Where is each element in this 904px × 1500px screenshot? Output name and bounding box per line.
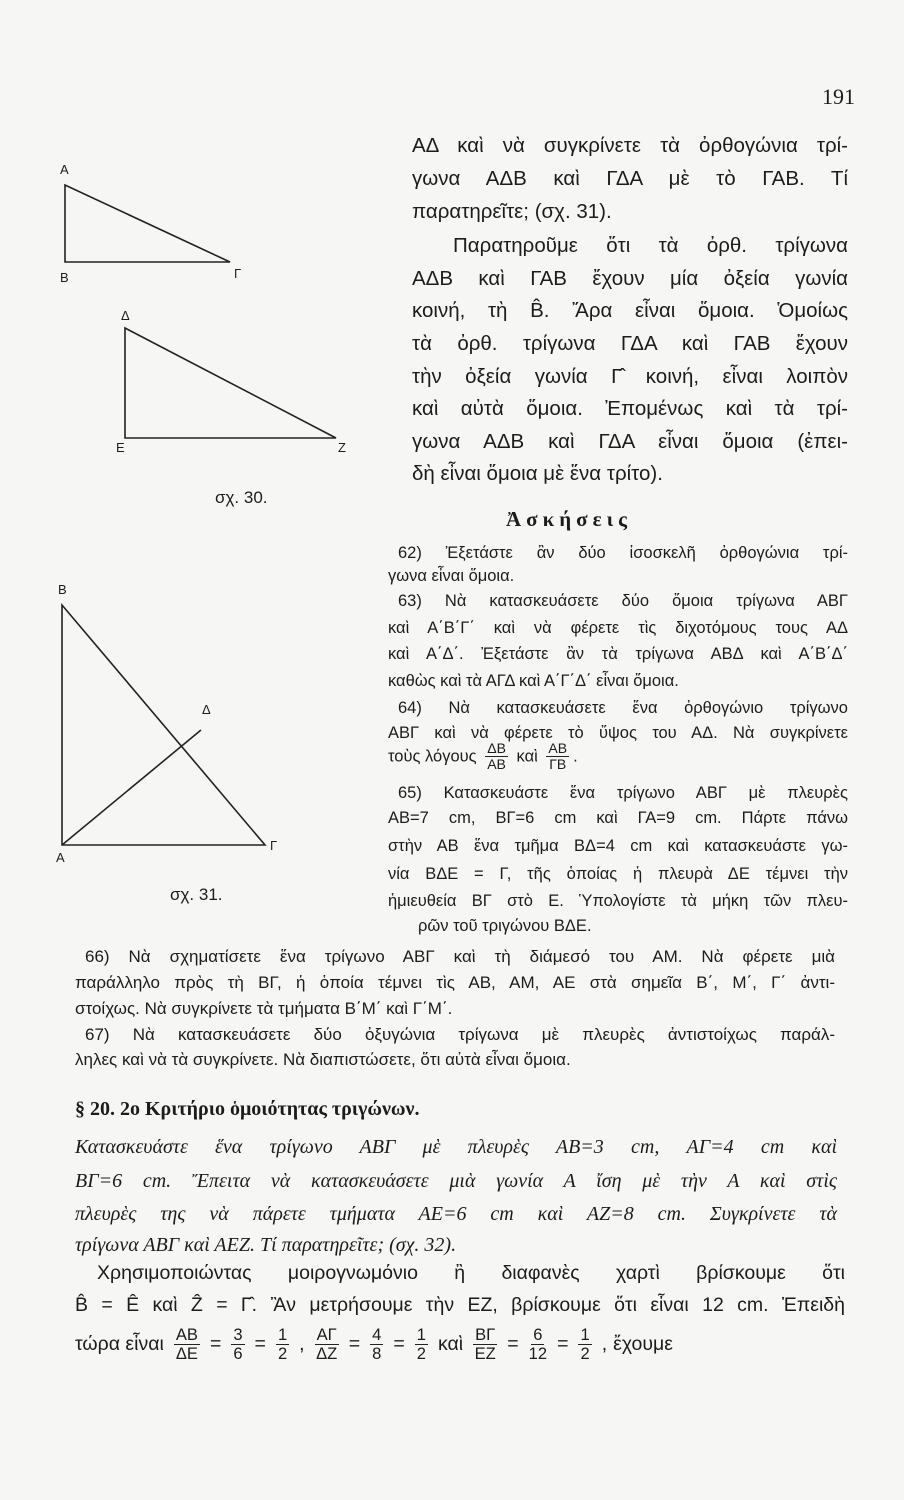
exercise-line: 64) Νὰ κατασκευάσετε ἕνα ὀρθογώνιο τρίγωνο — [398, 699, 848, 717]
fig30-label-e: E — [116, 440, 125, 455]
exercise-line: στοίχως. Νὰ συγκρίνετε τὰ τμήματα Β΄Μ΄ καὶ Γ΄Μ΄. — [75, 999, 453, 1018]
text-line: τὰ ὀρθ. τρίγωνα ΓΔΑ καὶ ΓΑΒ ἔχουν — [412, 332, 848, 355]
fraction — [231, 1326, 244, 1363]
exercise-line: 66) Νὰ σχηματίσετε ἕνα τρίγωνο ΑΒΓ καὶ τὴ διάμεσό του ΑΜ. Νὰ φέρετε μιὰ — [85, 947, 835, 966]
section-title: § 20. 2ο Κριτήριο ὁμοιότητας τριγώνων. — [75, 1098, 420, 1120]
text-line: ΑΔΒ καὶ ΓΑΒ ἔχουν μία ὀξεία γωνία — [412, 267, 848, 290]
exercise-line: νία ΒΔΕ = Γ, τῆς ὁποίας ἡ πλευρὰ ΔΕ τέμνει τὴν — [388, 865, 848, 883]
denominator: ΓΒ — [549, 756, 567, 773]
numerator: 4 — [372, 1325, 382, 1344]
text-line: παρατηρεῖτε; (σχ. 31). — [412, 200, 612, 223]
numerator: 1 — [277, 1325, 288, 1344]
denominator: ΕΖ — [474, 1344, 496, 1364]
fig30-triangle-large — [125, 328, 336, 438]
text-line: γωνα ΑΔΒ καὶ ΓΔΑ μὲ τὸ ΓΑΒ. Τί — [412, 167, 848, 190]
ratio-prefix: τοὺς λόγους — [388, 747, 477, 766]
fig30-label-g: Γ — [234, 266, 242, 281]
exercise-line: 67) Νὰ κατασκευάσετε δύο ὀξυγώνια τρίγωνα μὲ πλευρὲς ἀντιστοίχως παράλ- — [85, 1025, 835, 1044]
fraction — [315, 1326, 339, 1363]
ratio-suffix: ἔχουμε — [613, 1333, 673, 1356]
fraction — [276, 1326, 289, 1363]
denominator: 2 — [277, 1344, 288, 1364]
exercise-line: ληλες καὶ νὰ τὰ συγκρίνετε. Νὰ διαπιστώσετε, ὅτι αὐτὰ εἶναι ὅμοια. — [75, 1050, 571, 1069]
text-line: ΒΓ=6 cm. Ἔπειτα νὰ κατασκευάσετε μιὰ γωνία Α ἴση μὲ τὴν Α καὶ στὶς — [75, 1170, 837, 1192]
numerator: ΑΓ — [316, 1325, 337, 1344]
fig31-label-d: Δ — [202, 702, 211, 717]
denominator: 12 — [528, 1344, 548, 1364]
numerator: ΑΒ — [548, 740, 568, 756]
text-line: ΑΔ καὶ νὰ συγκρίνετε τὰ ὀρθογώνια τρί- — [412, 134, 848, 157]
exercise-line: στὴν ΑΒ ἕνα τμῆμα ΒΔ=4 cm καὶ κατασκευάστε γω- — [388, 837, 848, 855]
numerator: ΑΒ — [175, 1325, 198, 1344]
exercises-heading: Ἀσκήσεις — [506, 507, 632, 531]
numerator: 3 — [233, 1325, 243, 1344]
denominator: ΔΕ — [175, 1344, 198, 1364]
exercise-line: 63) Νὰ κατασκευάσετε δύο ὅμοια τρίγωνα ΑΒΓ — [398, 592, 848, 610]
text-line: καὶ αὐτὰ ὅμοια. Ἐπομένως καὶ τὰ τρί- — [412, 397, 848, 420]
fig30-label-b: B — [60, 270, 69, 285]
text-line: Χρησιμοποιώντας μοιρογνωμόνιο ἢ διαφανὲς χαρτὶ βρίσκουμε ὅτι — [97, 1262, 845, 1284]
numerator: 1 — [580, 1325, 590, 1344]
numerator: ΔΒ — [487, 740, 506, 756]
exercise-line: καὶ Α΄Β΄Γ΄ καὶ νὰ φέρετε τὶς διχοτόμους τους ΑΔ — [388, 619, 848, 637]
exercise-line: γωνα εἶναι ὅμοια. — [388, 567, 515, 585]
fig30-triangle-small — [65, 185, 230, 262]
fig30-caption: σχ. 30. — [215, 488, 268, 507]
and-word: καὶ — [516, 747, 538, 766]
text-line: πλευρὲς της νὰ πάρετε τμήματα ΑΕ=6 cm καὶ ΑΖ=8 cm. Συγκρίνετε τὰ — [75, 1203, 837, 1225]
fraction — [529, 1326, 547, 1363]
fraction — [546, 741, 569, 773]
fig30-label-a: A — [60, 162, 69, 177]
exercise-line: καὶ Α΄Δ΄. Ἐξετάστε ἂν τὰ τρίγωνα ΑΒΔ καὶ Α΄Β΄Δ΄ — [388, 645, 848, 663]
fig31-label-a: A — [56, 850, 65, 865]
exercise-64-ratios — [388, 741, 848, 773]
fraction — [415, 1326, 428, 1363]
ratio-prefix: τώρα εἶναι — [75, 1333, 164, 1356]
fig31-label-b: B — [58, 582, 67, 597]
text-line: B̂ = Ê καὶ Ẑ = Γ̂. Ἂν μετρήσουμε τὴν ΕΖ, βρίσκουμε ὅτι εἶναι 12 cm. Ἐπειδὴ — [75, 1294, 845, 1316]
text-line: γωνα ΑΔΒ καὶ ΓΔΑ εἶναι ὅμοια (ἐπει- — [412, 430, 848, 453]
text-line: Παρατηροῦμε ὅτι τὰ ὀρθ. τρίγωνα — [453, 234, 848, 257]
ratio-suffix: . — [573, 747, 578, 766]
exercise-line: ΑΒΓ καὶ νὰ φέρετε τὸ ὕψος του ΑΔ. Νὰ συγκρίνετε — [388, 724, 848, 742]
denominator: 6 — [233, 1344, 243, 1364]
numerator: 1 — [416, 1325, 426, 1344]
text-line: τρίγωνα ΑΒΓ καὶ ΑΕΖ. Τί παρατηρεῖτε; (σχ. 32). — [75, 1234, 457, 1256]
denominator: 2 — [416, 1344, 426, 1364]
text-line: τὴν ὀξεία γωνία Γ̂ κοινή, εἶναι λοιπὸν — [412, 365, 848, 388]
fig31-caption: σχ. 31. — [170, 885, 223, 904]
ratios-line: τώρα εἶναι $\frac{AB}{\Delta E}$ = $\frac{3}{6}$ = $\frac{1}{2}$ , $\frac{A\Gamma}{\Delta Z}$ = $\frac{4}{8}$ = $\frac{1}{2}$ καὶ $\frac{B\Gamma}{EZ}$ = $\frac{6}{12}$ = $\frac{1}{2}$ , ἔχουμε — [75, 1325, 673, 1364]
denominator: 2 — [580, 1344, 590, 1364]
exercise-line: 62) Ἐξετάστε ἂν δύο ἰσοσκελῆ ὀρθογώνια τρί- — [398, 544, 848, 562]
denominator: ΔΖ — [316, 1344, 338, 1364]
text-line: Κατασκευάστε ἕνα τρίγωνο ΑΒΓ μὲ πλευρὲς ΑΒ=3 cm, ΑΓ=4 cm καὶ — [75, 1136, 837, 1158]
and-word: καὶ — [437, 1333, 464, 1356]
numerator: ΒΓ — [475, 1325, 496, 1344]
exercise-line: 65) Κατασκευάστε ἕνα τρίγωνο ΑΒΓ μὲ πλευρὲς — [398, 784, 848, 802]
fig31-triangle — [62, 605, 265, 845]
fig30-label-d: Δ — [121, 308, 130, 323]
fraction — [370, 1326, 383, 1363]
exercise-line: ἡμιευθεία ΒΓ στὸ Ε. Ὑπολογίστε τὰ μήκη τῶν πλευ- — [388, 892, 848, 910]
fig31-label-g: Γ — [270, 838, 278, 853]
fig31-altitude — [62, 730, 201, 845]
fig30-label-z: Z — [338, 440, 346, 455]
numerator: 6 — [533, 1325, 543, 1344]
text-line: δὴ εἶναι ὅμοια μὲ ἕνα τρίτο). — [412, 462, 663, 485]
exercise-line: καθὼς καὶ τὰ ΑΓΔ καὶ Α΄Γ΄Δ΄ εἶναι ὅμοια. — [388, 672, 679, 690]
text-line: κοινή, τὴ B̂. Ἄρα εἶναι ὅμοια. Ὁμοίως — [412, 299, 848, 322]
denominator: 8 — [372, 1344, 382, 1364]
denominator: ΑΒ — [487, 756, 506, 773]
exercise-line: ΑΒ=7 cm, ΒΓ=6 cm καὶ ΓΑ=9 cm. Πάρτε πάνω — [388, 809, 848, 827]
fraction — [578, 1326, 591, 1363]
fraction — [174, 1326, 200, 1363]
fraction — [485, 741, 508, 773]
exercise-line: παράλληλο πρὸς τὴ ΒΓ, ἡ ὁποία τέμνει τὶς ΑΒ, ΑΜ, ΑΕ στὰ σημεῖα Β΄, Μ΄, Γ΄ ἀντι- — [75, 973, 835, 992]
page-number: 191 — [822, 84, 855, 109]
fraction — [473, 1326, 497, 1363]
exercise-line: ρῶν τοῦ τριγώνου ΒΔΕ. — [418, 917, 592, 935]
